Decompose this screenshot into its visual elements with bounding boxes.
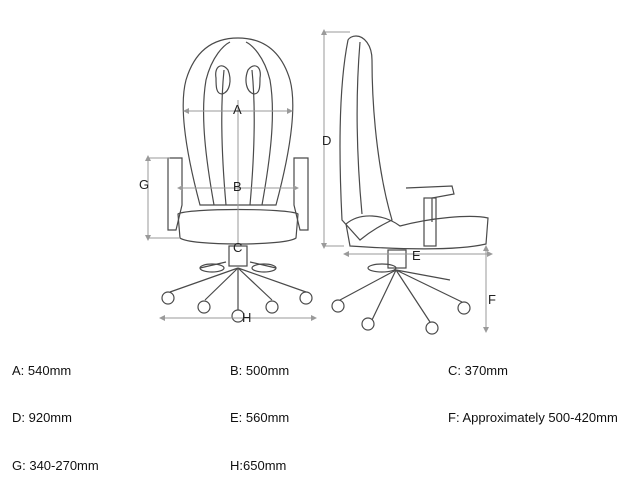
spec-a: A: 540mm: [12, 363, 72, 378]
dim-label-a: A: [233, 102, 242, 117]
dim-label-f: F: [488, 292, 496, 307]
side-seat: [346, 216, 488, 249]
spec-h: H:650mm: [230, 458, 287, 473]
dim-label-h: H: [242, 310, 252, 325]
side-base: [340, 270, 462, 322]
spec-c: C: 370mm: [448, 363, 508, 378]
front-armrest-left: [168, 158, 182, 230]
dim-label-e: E: [412, 248, 421, 263]
spec-f: F: Approximately 500-420mm: [448, 410, 618, 425]
spec-e: E: 560mm: [230, 410, 290, 425]
front-armrest-right: [294, 158, 308, 230]
side-armrest: [406, 186, 454, 222]
dim-label-b: B: [233, 179, 242, 194]
dim-label-c: C: [233, 240, 243, 255]
side-view-chair: [332, 36, 488, 334]
spec-d: D: 920mm: [12, 410, 72, 425]
spec-g: G: 340-270mm: [12, 458, 99, 473]
dim-label-g: G: [139, 177, 150, 192]
dim-label-d: D: [322, 133, 332, 148]
side-dimension-lines: [324, 32, 490, 330]
side-backrest: [340, 36, 392, 240]
front-base: [170, 262, 306, 310]
spec-b: B: 500mm: [230, 363, 290, 378]
